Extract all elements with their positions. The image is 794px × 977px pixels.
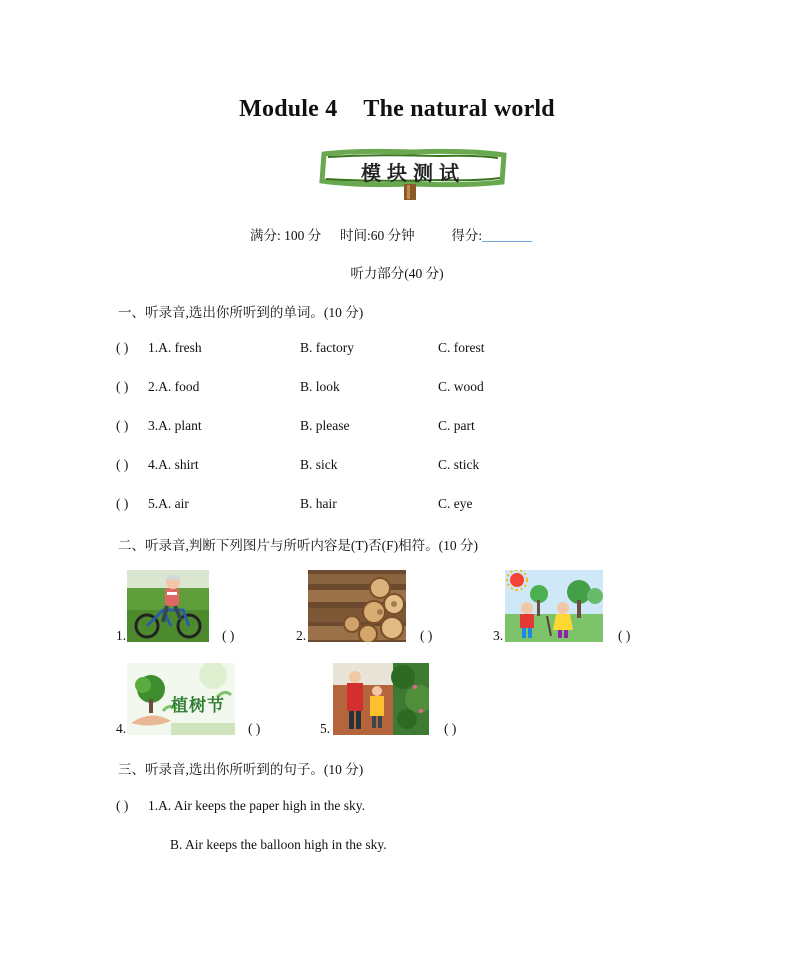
test-banner <box>318 148 508 202</box>
score-blank[interactable] <box>482 227 532 242</box>
option-b: B. please <box>300 418 350 433</box>
option-c: C. stick <box>438 457 480 472</box>
option-b: B. hair <box>300 496 337 511</box>
picture-planting-drawing <box>505 570 603 642</box>
picture-family-plants <box>333 663 429 735</box>
full-score: 满分: 100 分 <box>250 228 322 243</box>
question-row <box>116 457 199 473</box>
answer-paren[interactable]: ( ) <box>116 496 129 511</box>
answer-paren[interactable]: ( ) <box>116 340 129 355</box>
option-a: 1.A. Air keeps the paper high in the sky. <box>148 798 365 813</box>
question-row <box>116 418 202 434</box>
listening-title: 听力部分(40 分) <box>350 266 444 281</box>
answer-paren[interactable]: ( ) <box>116 418 129 433</box>
picture-bicycle <box>127 570 209 642</box>
answer-paren[interactable]: ( ) <box>618 628 631 643</box>
item-number: 1. <box>116 628 127 643</box>
option-a: 2.A. food <box>148 379 200 394</box>
picture-logs <box>308 570 406 642</box>
question-row <box>116 379 199 395</box>
section2-title: 二、听录音,判断下列图片与所听内容是(T)否(F)相符。(10 分) <box>118 538 478 553</box>
question-row <box>116 340 202 356</box>
banner-text: 模块测试 <box>361 161 465 185</box>
answer-paren[interactable]: ( ) <box>116 798 129 813</box>
item-number: 5. <box>320 721 331 736</box>
answer-paren[interactable]: ( ) <box>222 628 235 643</box>
answer-paren[interactable]: ( ) <box>116 379 129 394</box>
answer-paren[interactable]: ( ) <box>248 721 261 736</box>
answer-paren[interactable]: ( ) <box>444 721 457 736</box>
answer-paren[interactable]: ( ) <box>116 457 129 472</box>
section3-title: 三、听录音,选出你所听到的句子。(10 分) <box>118 762 364 777</box>
time-limit: 时间:60 分钟 <box>340 228 415 243</box>
option-b: B. look <box>300 379 340 394</box>
option-b: B. sick <box>300 457 338 472</box>
option-a: 3.A. plant <box>148 418 202 433</box>
option-a: 5.A. air <box>148 496 189 511</box>
item-number: 2. <box>296 628 307 643</box>
section1-title: 一、听录音,选出你所听到的单词。(10 分) <box>118 305 364 320</box>
tree-day-text: 植树节 <box>171 696 225 716</box>
option-b: B. factory <box>300 340 354 355</box>
option-c: C. part <box>438 418 475 433</box>
item-number: 3. <box>493 628 504 643</box>
option-c: C. eye <box>438 496 473 511</box>
item-number: 4. <box>116 721 127 736</box>
page-title <box>0 96 794 123</box>
option-b: B. Air keeps the balloon high in the sky. <box>170 837 387 852</box>
module-topic: The natural world <box>363 96 555 122</box>
question-row <box>116 496 189 512</box>
question-row <box>116 798 365 814</box>
picture-tree-day <box>127 663 235 735</box>
option-c: C. forest <box>438 340 485 355</box>
option-a: 4.A. shirt <box>148 457 199 472</box>
option-a: 1.A. fresh <box>148 340 202 355</box>
score-label: 得分: <box>451 228 483 243</box>
score-line <box>250 224 532 244</box>
module-label: Module 4 <box>239 96 338 122</box>
answer-paren[interactable]: ( ) <box>420 628 433 643</box>
option-c: C. wood <box>438 379 484 394</box>
